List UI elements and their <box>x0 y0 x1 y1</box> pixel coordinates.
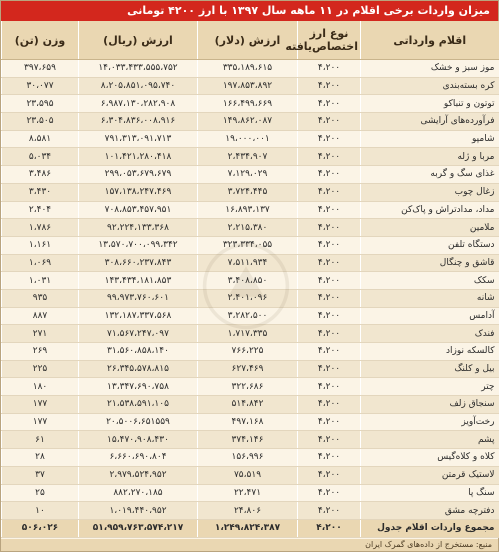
cell-item: لاستیک قرمتن <box>361 466 499 484</box>
cell-item: بیل و کلنگ <box>361 360 499 378</box>
total-weight: ۵۰۶،۰۲۶ <box>2 519 79 537</box>
table-row <box>2 113 499 131</box>
cell-rate: ۴،۲۰۰ <box>298 254 361 272</box>
cell-usd: ۳۷۴،۱۴۶ <box>198 431 298 449</box>
cell-item: آدامس <box>361 307 499 325</box>
cell-item: ملامین <box>361 219 499 237</box>
header-item: اقلام وارداتی <box>361 21 499 60</box>
cell-rate: ۴،۲۰۰ <box>298 466 361 484</box>
cell-weight: ۱،۰۳۱ <box>2 272 79 290</box>
cell-weight: ۲۷۱ <box>2 325 79 343</box>
cell-usd: ۲۲،۴۷۱ <box>198 484 298 502</box>
cell-rial: ۲۶،۳۴۵،۵۷۸،۸۱۵ <box>79 360 198 378</box>
table-row <box>2 95 499 113</box>
total-item: مجموع واردات اقلام جدول <box>361 519 499 537</box>
cell-rate: ۴،۲۰۰ <box>298 201 361 219</box>
cell-usd: ۱،۷۱۷،۳۳۵ <box>198 325 298 343</box>
cell-usd: ۳،۷۲۴،۴۴۵ <box>198 183 298 201</box>
cell-weight: ۱۸۰ <box>2 378 79 396</box>
cell-item: رخت‌آویز <box>361 413 499 431</box>
table-row <box>2 325 499 343</box>
table-row <box>2 307 499 325</box>
cell-usd: ۶۲۷،۴۶۹ <box>198 360 298 378</box>
cell-item: سنجاق زلف <box>361 396 499 414</box>
cell-rate: ۴،۲۰۰ <box>298 183 361 201</box>
cell-item: زغال چوب <box>361 183 499 201</box>
table-row <box>2 413 499 431</box>
cell-usd: ۳،۲۸۲،۵۰۰ <box>198 307 298 325</box>
source-note: منبع: مستخرج از داده‌های گمرک ایران <box>1 539 498 551</box>
cell-rate: ۴،۲۰۰ <box>298 113 361 131</box>
cell-rate: ۴،۲۰۰ <box>298 413 361 431</box>
cell-rate: ۴،۲۰۰ <box>298 289 361 307</box>
cell-usd: ۳۲۲،۶۸۶ <box>198 378 298 396</box>
table-row <box>2 219 499 237</box>
cell-weight: ۲۲۵ <box>2 360 79 378</box>
cell-rate: ۴،۲۰۰ <box>298 484 361 502</box>
cell-item: مداد، مدادتراش و پاک‌کن <box>361 201 499 219</box>
cell-rial: ۲۹۹،۰۵۳،۶۷۹،۶۷۹ <box>79 166 198 184</box>
cell-rial: ۱۳۲،۱۸۷،۳۳۷،۵۶۸ <box>79 307 198 325</box>
table-row <box>2 449 499 467</box>
cell-rial: ۲،۹۷۹،۵۲۴،۹۵۲ <box>79 466 198 484</box>
cell-weight: ۲۶۹ <box>2 343 79 361</box>
cell-item: غذای سگ و گربه <box>361 166 499 184</box>
cell-rial: ۱۴۳،۴۳۴،۱۸۱،۸۵۳ <box>79 272 198 290</box>
cell-weight: ۳۹۷،۶۵۹ <box>2 60 79 78</box>
table-row <box>2 130 499 148</box>
cell-rial: ۱۵،۴۷۰،۹۰۸،۴۳۰ <box>79 431 198 449</box>
table-row <box>2 272 499 290</box>
cell-item: توتون و تنباکو <box>361 95 499 113</box>
cell-item: پشم <box>361 431 499 449</box>
cell-weight: ۳،۴۳۰ <box>2 183 79 201</box>
cell-rial: ۷۹۱،۳۱۳،۰۹۱،۷۱۳ <box>79 130 198 148</box>
cell-rate: ۴،۲۰۰ <box>298 272 361 290</box>
total-row <box>2 519 499 537</box>
cell-item: موز سبز و خشک <box>361 60 499 78</box>
cell-item: مربا و ژله <box>361 148 499 166</box>
cell-rial: ۹۲،۲۲۴،۱۳۳،۳۶۸ <box>79 219 198 237</box>
table-title: میزان واردات برخی اقلام در ۱۱ ماهه سال ۱۳۹۷ با ارز ۴۲۰۰ تومانی <box>1 1 498 21</box>
cell-item: سنگ پا <box>361 484 499 502</box>
table-row <box>2 431 499 449</box>
cell-rial: ۱۳،۵۷۰،۷۰۰،۰۹۹،۳۴۲ <box>79 236 198 254</box>
cell-item: دستگاه تلفن <box>361 236 499 254</box>
cell-weight: ۲۸ <box>2 449 79 467</box>
cell-rate: ۴،۲۰۰ <box>298 148 361 166</box>
cell-usd: ۵۱۴،۸۴۲ <box>198 396 298 414</box>
cell-rial: ۶،۶۶۰،۶۹۰،۸۰۴ <box>79 449 198 467</box>
cell-rate: ۴،۲۰۰ <box>298 130 361 148</box>
cell-rial: ۱۴،۰۳۳،۴۳۳،۵۵۵،۷۵۲ <box>79 60 198 78</box>
cell-item: کالسکه نوزاد <box>361 343 499 361</box>
cell-rate: ۴،۲۰۰ <box>298 502 361 520</box>
cell-weight: ۱۷۷ <box>2 413 79 431</box>
table-row <box>2 60 499 78</box>
cell-rial: ۶،۹۸۷،۱۳۰،۲۸۲،۹۰۸ <box>79 95 198 113</box>
cell-rial: ۲۱،۵۳۸،۵۹۱،۱۰۵ <box>79 396 198 414</box>
cell-rate: ۴،۲۰۰ <box>298 449 361 467</box>
cell-usd: ۱۴۹،۸۶۲،۰۸۷ <box>198 113 298 131</box>
cell-item: شانه <box>361 289 499 307</box>
cell-rial: ۸،۲۰۵،۸۵۱،۰۹۵،۷۴۰ <box>79 77 198 95</box>
cell-weight: ۶۱ <box>2 431 79 449</box>
table-row <box>2 166 499 184</box>
cell-item: شامپو <box>361 130 499 148</box>
cell-weight: ۸،۵۸۱ <box>2 130 79 148</box>
table-row <box>2 148 499 166</box>
table-row <box>2 360 499 378</box>
table-row <box>2 484 499 502</box>
imports-table <box>1 21 499 538</box>
cell-usd: ۲۴،۸۰۶ <box>198 502 298 520</box>
cell-rate: ۴،۲۰۰ <box>298 431 361 449</box>
cell-weight: ۲۳،۵۹۵ <box>2 95 79 113</box>
cell-usd: ۷،۱۲۹،۰۲۹ <box>198 166 298 184</box>
cell-weight: ۲۵ <box>2 484 79 502</box>
header-rial: ارزش (ریال) <box>79 21 198 60</box>
table-row <box>2 502 499 520</box>
header-usd: ارزش (دلار) <box>198 21 298 60</box>
cell-rate: ۴،۲۰۰ <box>298 307 361 325</box>
cell-usd: ۲،۲۱۵،۳۸۰ <box>198 219 298 237</box>
cell-usd: ۱۹،۰۰۰،۰۰۱ <box>198 130 298 148</box>
total-rate: ۴،۲۰۰ <box>298 519 361 537</box>
cell-rial: ۶،۳۰۴،۸۳۶،۰۰۸،۹۱۶ <box>79 113 198 131</box>
cell-rate: ۴،۲۰۰ <box>298 95 361 113</box>
cell-rial: ۲۰،۵۰۰۶،۶۵۱۵۵۹ <box>79 413 198 431</box>
cell-item: چتر <box>361 378 499 396</box>
table-row <box>2 183 499 201</box>
cell-usd: ۳۳۵،۱۸۹،۶۱۵ <box>198 60 298 78</box>
cell-usd: ۷۶۶،۲۲۵ <box>198 343 298 361</box>
table-row <box>2 378 499 396</box>
cell-rial: ۷۱،۵۶۷،۲۴۷،۰۹۷ <box>79 325 198 343</box>
cell-rate: ۴،۲۰۰ <box>298 325 361 343</box>
cell-rate: ۴،۲۰۰ <box>298 77 361 95</box>
cell-rial: ۱۳،۳۴۷،۶۹۰،۷۵۸ <box>79 378 198 396</box>
cell-rate: ۴،۲۰۰ <box>298 166 361 184</box>
table-row <box>2 254 499 272</box>
cell-usd: ۷۵،۵۱۹ <box>198 466 298 484</box>
cell-weight: ۲۳،۵۰۵ <box>2 113 79 131</box>
cell-rial: ۳۱،۵۶۰،۸۵۸،۱۴۰ <box>79 343 198 361</box>
cell-weight: ۵،۰۳۴ <box>2 148 79 166</box>
cell-usd: ۱۶،۸۹۳،۱۳۷ <box>198 201 298 219</box>
cell-usd: ۷،۵۱۱،۹۳۴ <box>198 254 298 272</box>
cell-rial: ۱۵۷،۱۳۸،۲۴۷،۴۶۹ <box>79 183 198 201</box>
cell-weight: ۳۰،۰۷۷ <box>2 77 79 95</box>
table-row <box>2 289 499 307</box>
cell-weight: ۲،۴۰۴ <box>2 201 79 219</box>
cell-weight: ۹۳۵ <box>2 289 79 307</box>
cell-weight: ۱۰ <box>2 502 79 520</box>
cell-usd: ۳۲۳،۳۳۴،۰۵۵ <box>198 236 298 254</box>
table-row <box>2 396 499 414</box>
cell-weight: ۱۷۷ <box>2 396 79 414</box>
cell-weight: ۳،۴۸۶ <box>2 166 79 184</box>
cell-rate: ۴،۲۰۰ <box>298 378 361 396</box>
cell-usd: ۱۶۶،۴۹۹،۶۶۹ <box>198 95 298 113</box>
cell-rial: ۳۰۸،۶۶۰،۲۳۷،۸۴۳ <box>79 254 198 272</box>
table-row <box>2 236 499 254</box>
cell-weight: ۸۸۷ <box>2 307 79 325</box>
cell-item: قاشق و چنگال <box>361 254 499 272</box>
cell-weight: ۳۷ <box>2 466 79 484</box>
cell-weight: ۱،۱۶۱ <box>2 236 79 254</box>
table-row <box>2 77 499 95</box>
cell-item: فرآورده‌های آرایشی <box>361 113 499 131</box>
cell-rial: ۱۰۱،۴۲۱،۲۸۰،۴۱۸ <box>79 148 198 166</box>
cell-usd: ۴۹۷،۱۶۸ <box>198 413 298 431</box>
cell-item: دفترچه مشق <box>361 502 499 520</box>
header-rate: نوع ارز اختصاص‌یافته <box>298 21 361 60</box>
cell-item: سکک <box>361 272 499 290</box>
cell-usd: ۲،۴۳۴،۹۰۷ <box>198 148 298 166</box>
header-row <box>2 21 499 60</box>
cell-usd: ۳،۴۰۸،۸۵۰ <box>198 272 298 290</box>
cell-usd: ۱۹۷،۸۵۳،۸۹۲ <box>198 77 298 95</box>
cell-usd: ۱۵۶،۹۹۶ <box>198 449 298 467</box>
cell-rate: ۴،۲۰۰ <box>298 343 361 361</box>
cell-item: کلاه و کلاه‌گیس <box>361 449 499 467</box>
cell-rial: ۹۹،۹۷۳،۷۶۰،۶۰۱ <box>79 289 198 307</box>
cell-rial: ۸۸۲،۲۷۰،۱۸۵ <box>79 484 198 502</box>
cell-rate: ۴،۲۰۰ <box>298 236 361 254</box>
cell-weight: ۱،۷۸۶ <box>2 219 79 237</box>
cell-rate: ۴،۲۰۰ <box>298 360 361 378</box>
cell-rate: ۴،۲۰۰ <box>298 396 361 414</box>
header-weight: وزن (تن) <box>2 21 79 60</box>
cell-weight: ۱،۰۶۹ <box>2 254 79 272</box>
cell-rial: ۱،۰۱۹،۴۴۰،۹۵۲ <box>79 502 198 520</box>
cell-item: کره بسته‌بندی <box>361 77 499 95</box>
cell-rate: ۴،۲۰۰ <box>298 60 361 78</box>
cell-usd: ۲،۴۰۱،۰۹۶ <box>198 289 298 307</box>
cell-rial: ۷۰۸،۸۵۳،۴۵۷،۹۵۱ <box>79 201 198 219</box>
table-row <box>2 466 499 484</box>
cell-rate: ۴،۲۰۰ <box>298 219 361 237</box>
cell-item: فندک <box>361 325 499 343</box>
table-row <box>2 343 499 361</box>
table-row <box>2 201 499 219</box>
total-rial: ۵۱،۹۵۹،۷۶۳،۵۷۴،۲۱۷ <box>79 519 198 537</box>
total-usd: ۱،۲۴۹،۸۲۴،۳۸۷ <box>198 519 298 537</box>
